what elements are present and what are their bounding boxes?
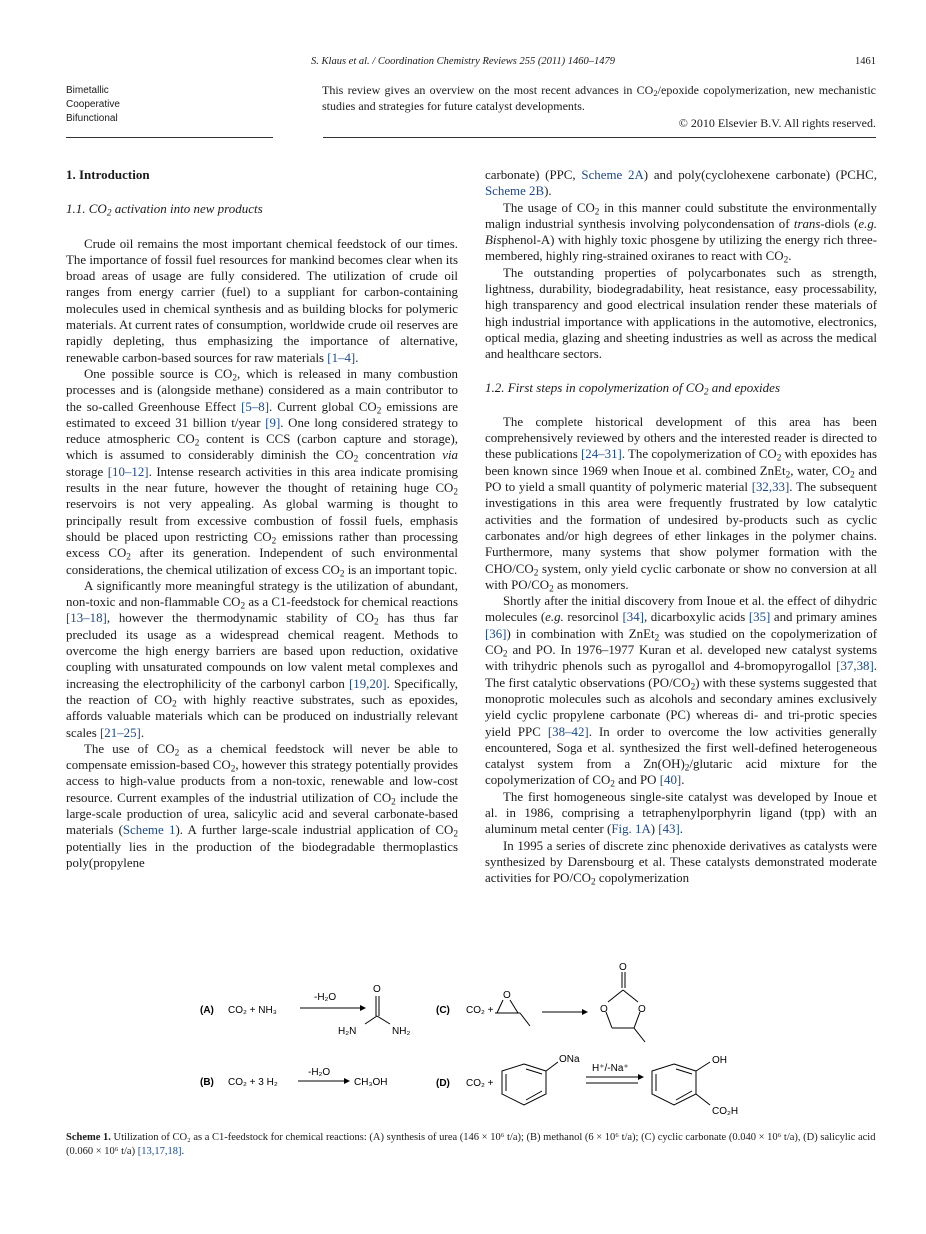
citation-link[interactable]: [40] [659, 773, 682, 788]
journal-citation: S. Klaus et al. / Coordination Chemistry Reviews 255 (2011) 1460–1479 [311, 56, 615, 67]
scheme-b-product: CH₃OH [354, 1077, 388, 1088]
arrow-icon [298, 1078, 350, 1084]
paragraph: The complete historical development of this area has been comprehensively reviewed by others and the interested reader is directed to these publications [24–31]. The copolymerization of $CO_2$ with epoxides has been known since 1969 when Inoue et al. combined ZnEt$_2$, water, $CO_2$ and PO to yield a small quantity of polymeric material [32,33]. The subsequent investigations in this area were frequently frustrated by low catalytic activities and the formation of undesired by-products such as cyclic carbonates and/or high degrees of ether linkages in the polymer chains. Furthermore, many systems that show polymer formation with the CHO/$CO_2$ system, only yield cyclic carbonate or show no conversion at all with $PO/CO_2$ as monomers. [485, 414, 878, 595]
scheme-d-reactants: CO₂ + [466, 1078, 494, 1089]
paragraph: Shortly after the initial discovery from Inoue et al. the effect of dihydric molecules (e.g. resorcinol [34], dicarboxylic acids [35] and primary amines [36]) in combination with ZnEt$_2$ was studied on the copolymerization of $CO_2$ and PO. In 1976–1977 Kuran et al. developed new catalyst systems with trihydric phenols such as pyrogallol and 4-bromopyrogallol [37,38]. The first catalytic observations $(PO/CO_2)$ with these systems suggested that monoprotic molecules such as alcohols and secondary amines exclusively yield cyclic propylene carbonate (PC) whereas di- and tri-protic species yield PPC [38–42]. In order to overcome the low activities generally encountered, Soga et al. synthesized the first well-defined heterogeneous catalyst system from a $Zn(OH)_2$/glutaric acid mixture for the copolymerization of $CO_2$ and PO [40]. [485, 594, 878, 790]
arrow-icon [300, 1005, 366, 1011]
scheme-b-reactants: CO₂ + 3 H₂ [228, 1077, 278, 1088]
paragraph: The first homogeneous single-site catalyst was developed by Inoue et al. in 1986, comprising a tetraphenylporphyrin ligand (tpp) with an aluminum metal center (Fig. 1A) [43]. [485, 789, 877, 837]
citation-link[interactable]: [36] [485, 626, 507, 641]
citation-link[interactable]: [10–12] [107, 464, 149, 479]
epoxide-structure [495, 1000, 530, 1026]
citation-link[interactable]: [1–4] [327, 350, 356, 365]
paragraph: carbonate) (PPC, Scheme 2A) and poly(cyclohexene carbonate) (PCHC, Scheme 2B). [485, 168, 877, 199]
copyright: © 2010 Elsevier B.V. All rights reserved. [678, 116, 876, 130]
subsection-heading: 1.2. First steps in copolymerization of $CO_2$ and epoxides [485, 379, 780, 397]
scheme-caption: Scheme 1. Utilization of CO₂ as a C1-feedstock for chemical reactions: (A) synthesis of urea (146 × 10⁶ t/a); (B) methanol (6 × 10⁶ t/a); (C) cyclic carbonate (0.040 × 10⁶ t/a), (D) salicylic acid (0.060 × 10⁶ t/a) [13,17,18]. [66, 1132, 876, 1157]
atom-label: CO₂H [712, 1106, 739, 1117]
paragraph: In 1995 a series of discrete zinc phenoxide derivatives as catalysts were synthesized by Darensbourg et al. These catalysts demonstrated moderate activities for $PO/CO_2$ copolymerization [485, 838, 877, 888]
atom-label: O [638, 1004, 646, 1015]
abstract-rule [323, 137, 876, 138]
salicylic-acid-structure [652, 1062, 710, 1105]
paragraph: One possible source is $CO_2$, which is released in many combustion processes and is (alongside methane) considered as a main contributor to the so-called Greenhouse Effect [5–8]. Current global $CO_2$ emissions are estimated to exceed 31 billion t/year [9]. One long considered strategy to reduce atmospheric $CO_2$ content is CCS (carbon capture and storage), which is assumed to considerably diminish the $CO_2$ concentration via storage [10–12]. Intense research activities in this area indicate promising results in the near future, however the thought of retaining huge $CO_2$ reservoirs is not very appealing. As global warming is thought to principally result from excessive combustion of fossil fuels, emphasis should be placed upon restricting $CO_2$ emissions rather than processing excess $CO_2$ after its generation. Independent of such environmental considerations, the chemical utilization of excess $CO_2$ is an important topic. [66, 366, 459, 579]
scheme-a-reactants: CO₂ + NH₃ [228, 1005, 277, 1016]
scheme-link[interactable]: Scheme 2A [581, 168, 644, 182]
paragraph: The use of $CO_2$ as a chemical feedstock will never be able to compensate emission-based $CO_2$, however this strategy potentially provides access to high-value products from a non-toxic, renewable and low-cost resource. Current examples of the industrial utilization of $CO_2$ include the large-scale production of urea, salicylic acid and several carbonate-based materials (Scheme 1). A further large-scale industrial application of $CO_2$ potentially lies in the production of the biodegradable thermoplastics poly(propylene [66, 741, 458, 870]
subsection-heading: 1.1. $CO_2$ activation into new products [66, 201, 263, 219]
abstract [322, 82, 876, 131]
atom-label: ONa [559, 1054, 580, 1065]
paragraph: Crude oil remains the most important chemical feedstock of our times. The importance of fossil fuel resources for mankind becomes clear when its broad areas of usage are fully considered. The utilization of crude oil ranges from energy carrier (fuel) to a suppliant for carbon-containing molecules used in chemical synthesis and as building blocks for polymeric materials. At current rates of consumption, worldwide crude oil reserves are rapidly depleting, thus emphasizing the importance of alternative, renewable carbon-based sources for raw materials [1–4]. [66, 236, 458, 365]
citation-link[interactable]: [5–8] [241, 399, 270, 414]
section-heading: 1. Introduction [66, 167, 150, 182]
arrow-icon [542, 1009, 588, 1015]
scheme-label-a: (A) [200, 1005, 214, 1016]
atom-label: O [619, 962, 627, 973]
citation-link[interactable]: [19,20] [349, 676, 387, 691]
scheme-c-reactants: CO₂ + [466, 1005, 494, 1016]
citation-link[interactable]: [34] [622, 610, 644, 625]
scheme-a-condition: -H₂O [314, 992, 337, 1003]
caption-text: Utilization of CO₂ as a C1-feedstock for chemical reactions: (A) synthesis of urea (146 × 10⁶ t/a); (B) methanol (6 × 10⁶ t/a); (C) cyclic carbonate (0.040 × 10⁶ t/a), (D) salicylic acid (0.060 × 10⁶ t/a) [66, 1132, 876, 1157]
right-column [485, 167, 877, 886]
citation-link[interactable]: [43] [658, 822, 680, 837]
scheme-label-d: (D) [436, 1078, 450, 1089]
paragraph: The usage of $CO_2$ in this manner could substitute the environmentally malign industrial synthesis involving polycondensation of trans-diols (e.g. Bisphenol-A) with highly toxic phosgene by utilizing the energy rich three-membered, highly ring-strained oxiranes to react with $CO_2$. [485, 200, 877, 266]
keywords-rule [66, 137, 273, 138]
atom-label: H₂N [338, 1026, 357, 1037]
citation-link[interactable]: [32,33] [751, 480, 790, 495]
scheme-label-c: (C) [436, 1005, 450, 1016]
scheme-d-condition: H⁺/-Na⁺ [592, 1063, 629, 1074]
citation-link[interactable]: [37,38] [836, 659, 874, 674]
caption-label: Scheme 1. [66, 1132, 111, 1143]
keyword: Bimetallic [66, 85, 109, 96]
atom-label: OH [712, 1055, 727, 1066]
paragraph: The outstanding properties of polycarbonates such as strength, lightness, durability, biodegradability, heat resistance, easy processability, high transparency and good electrical insulation render these materials of high industrial importance with applications in the automotive, electronics, optical media, glazing and sheeting industries as well as across the medical and healthcare sectors. [485, 265, 877, 362]
left-column [66, 167, 458, 871]
arrow-icon [586, 1074, 644, 1083]
atom-label: O [373, 984, 381, 995]
atom-label: NH₂ [392, 1026, 411, 1037]
figure-link[interactable]: Fig. 1A [611, 822, 651, 837]
keyword: Bifunctional [66, 113, 118, 124]
scheme-1-figure [190, 960, 750, 1125]
keyword: Cooperative [66, 99, 120, 110]
scheme-label-b: (B) [200, 1077, 214, 1088]
citation-link[interactable]: [24–31] [581, 447, 622, 462]
paragraph: A significantly more meaningful strategy is the utilization of abundant, non-toxic and non-flammable $CO_2$ as a C1-feedstock for chemical reactions [13–18], however the thermodynamic stability of $CO_2$ has thus far precluded its usage as a widespread chemical reagent. Methods to overcome the high energy barriers are based upon reduction, oxidative coupling with unsaturated compounds on low valent metal complexes and increasing the electrophilicity of the carbonyl carbon [19,20]. Specifically, the reaction of $CO_2$ with highly reactive substrates, such as epoxides, affords valuable materials which can be produced on industrially relevant scales [21–25]. [66, 578, 458, 740]
atom-label: O [503, 990, 511, 1001]
citation-link[interactable]: [13,17,18] [137, 1146, 182, 1157]
citation-link[interactable]: [35] [748, 610, 771, 625]
page-number: 1461 [855, 56, 876, 67]
scheme-link[interactable]: Scheme 2B [485, 184, 545, 199]
urea-structure [365, 996, 390, 1024]
citation-link[interactable]: [9] [265, 415, 281, 430]
scheme-link[interactable]: Scheme 1 [122, 823, 176, 838]
scheme-b-condition: -H₂O [308, 1067, 331, 1078]
abstract-text: This review gives an overview on the most recent advances in $CO_2$/epoxide copolymerization, new mechanistic studies and strategies for future catalyst developments. [322, 83, 877, 113]
phenoxide-ring-structure [502, 1062, 558, 1105]
atom-label: O [600, 1004, 608, 1015]
citation-link[interactable]: [21–25] [100, 725, 141, 740]
scheme-svg [190, 960, 750, 1125]
citation-link[interactable]: [13–18] [66, 611, 107, 626]
citation-link[interactable]: [38–42] [547, 724, 589, 739]
keywords-list [66, 84, 120, 126]
